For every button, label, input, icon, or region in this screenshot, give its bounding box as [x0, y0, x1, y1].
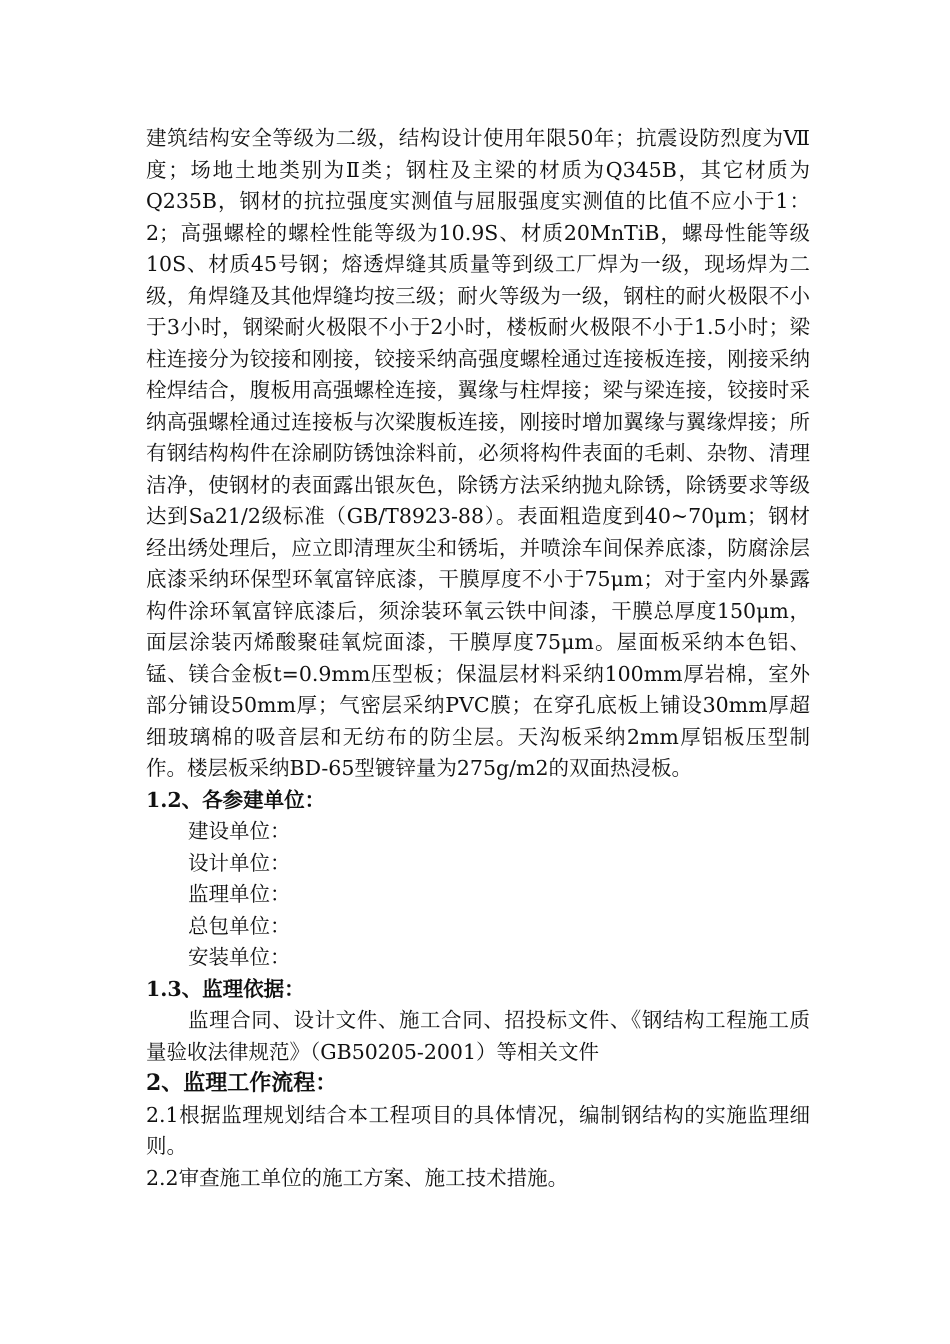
section-1-2-heading: 1.2、各参建单位： [146, 787, 326, 812]
unit-item-general-contractor: 总包单位： [188, 913, 291, 938]
unit-item-supervisor: 监理单位： [188, 882, 291, 906]
section-1-3-heading: 1.3、监理依据： [146, 976, 305, 1001]
intro-paragraph: 建筑结构安全等级为二级，结构设计使用年限50年；抗震设防烈度为Ⅶ度；场地土地类别为Ⅱ类；钢柱及主梁的材质为Q345B，其它材质为Q235B，钢材的抗拉强度实测值与屈服强度实测值的比值不应小于1：2；高强螺栓的螺栓性能等级为10.9S、材质20MnTiB，螺母性能等级10S、材质45号钢；熔透焊缝其质量等到级工厂焊为一级，现场焊为二级，角焊缝及其他焊缝均按三级；耐火等级为一级，钢柱的耐火极限不小于3小时，钢梁耐火极限不小于2小时，楼板耐火极限不小于1.5小时；梁柱连接分为铰接和刚接，铰接采纳高强度螺栓通过连接板连接，刚接采纳栓焊结合，腹板用高强螺栓连接，翼缘与柱焊接；梁与梁连接，铰接时采纳高强螺栓通过连接板与次梁腹板连接，刚接时增加翼缘与翼缘焊接；所有钢结构构件在涂刷防锈蚀涂料前，必须将构件表面的毛刺、杂物、清理洁净，使钢材的表面露出银灰色，除锈方法采纳抛丸除锈，除锈要求等级达到Sa21/2级标准（GB/T8923-88）。表面粗造度到40~70μm；钢材经出绣处理后，应立即清理灰尘和锈垢，并喷涂车间保养底漆，防腐涂层底漆采纳环保型环氧富锌底漆，干膜厚度不小于75μm；对于室内外暴露构件涂环氧富锌底漆后，须涂装环氧云铁中间漆，干膜总厚度150μm，面层涂装丙烯酸聚硅氧烷面漆，干膜厚度75μm。屋面板采纳本色铝、锰、镁合金板t=0.9mm压型板；保温层材料采纳100mm厚岩棉，室外部分铺设50mm厚；气密层采纳PVC膜；在穿孔底板上铺设30mm厚超细玻璃棉的吸音层和无纺布的防尘层。天沟板采纳2mm厚铝板压型制作。楼层板采纳BD-65型镀锌量为275g/m2的双面热浸板。 [146, 126, 810, 780]
section-1-3-text: 监理合同、设计文件、施工合同、招投标文件、《钢结构工程施工质量验收法律规范》（GB50205-2001）等相关文件 [146, 1008, 810, 1064]
section-2-item-1: 2.1根据监理规划结合本工程项目的具体情况，编制钢结构的实施监理细则。 [146, 1102, 810, 1158]
unit-item-owner: 建设单位： [188, 819, 291, 843]
unit-item-installer: 安装单位： [188, 945, 291, 969]
section-2-heading: 2、监理工作流程： [146, 1070, 338, 1096]
unit-item-designer: 设计单位： [188, 850, 291, 875]
section-2-item-2: 2.2审查施工单位的施工方案、施工技术措施。 [146, 1165, 569, 1190]
document-page [146, 123, 810, 1194]
